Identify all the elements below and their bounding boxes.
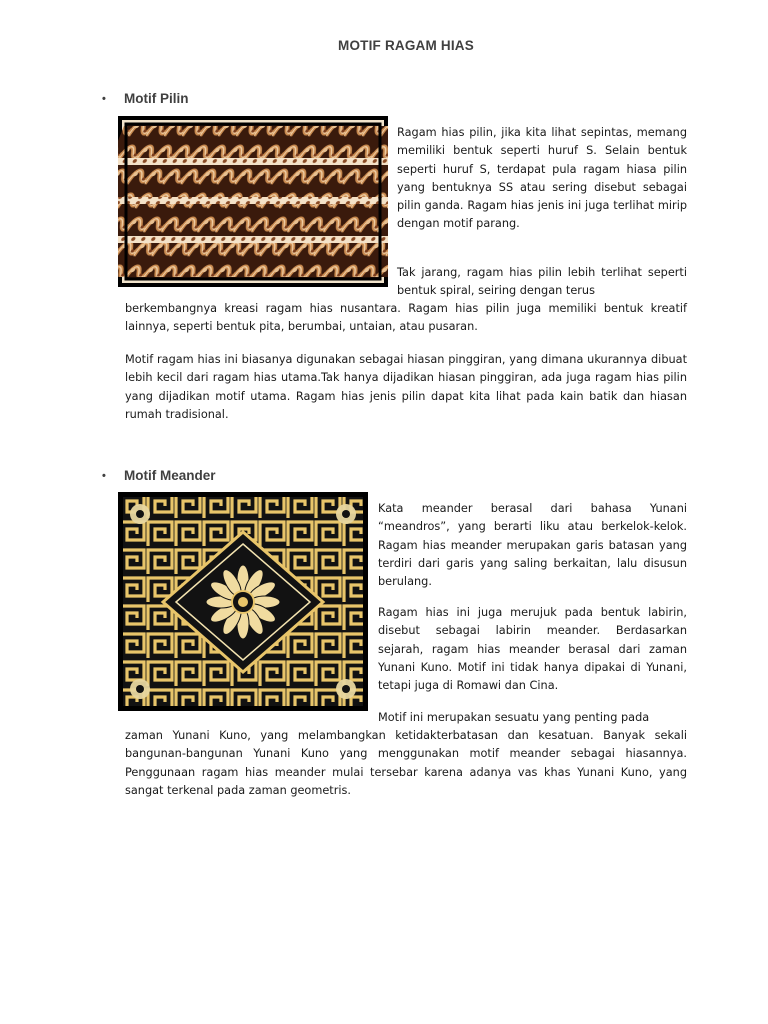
page-title: MOTIF RAGAM HIAS [338, 38, 474, 53]
paragraph: Motif ini merupakan sesuatu yang penting pada [378, 711, 650, 724]
bullet: • [102, 470, 106, 482]
heading-label: Motif Meander [124, 468, 216, 483]
paragraph: Motif ragam hias ini biasanya digunakan sebagai hiasan pinggiran, yang dimana ukurannya dibuat lebih kecil dari ragam hias utama.Tak hanya dijadikan hiasan pinggiran, ada juga ragam hias pilin yang dijadikan motif utama. Ragam hias jenis pilin dapat kita lihat pada kain batik dan hiasan rumah tradisional. [125, 353, 687, 421]
heading-label: Motif Pilin [124, 91, 189, 106]
paragraph: Kata meander berasal dari bahasa Yunani “meandros”, yang berarti liku atau berkelok-kelok. Ragam hias meander merupakan garis batasan yang terdiri dari garis yang saling berkaitan, lalu disusun berulang. [378, 502, 687, 589]
section-heading-meander [102, 468, 216, 483]
bullet: • [102, 93, 106, 105]
paragraph: Ragam hias pilin, jika kita lihat sepintas, memang memiliki bentuk seperti huruf S. Selain bentuk seperti huruf S, terdapat pula ragam hiasa pilin yang bentuknya SS atau sering disebut sebagai pilin ganda. Ragam hias jenis ini juga terlihat mirip dengan motif parang. [397, 126, 687, 231]
paragraph: berkembangnya kreasi ragam hias nusantara. Ragam hias pilin juga memiliki bentuk kreatif lainnya, seperti bentuk pita, berumbai, untaian, atau pusaran. [125, 302, 687, 334]
pilin-pattern-image [118, 116, 388, 287]
paragraph: zaman Yunani Kuno, yang melambangkan ketidakterbatasan dan kesatuan. Banyak sekali bangunan-bangunan Yunani Kuno yang menggunakan motif meander sebagai hiasannya. Penggunaan ragam hias meander mulai tersebar karena adanya vas khas Yunani Kuno, yang sangat terkenal pada zaman geometris. [125, 729, 687, 797]
section-heading-pilin [102, 91, 189, 106]
meander-pattern-image [118, 492, 368, 711]
paragraph: Ragam hias ini juga merujuk pada bentuk labirin, disebut sebagai labirin meander. Berdasarkan sejarah, ragam hias meander berasal dari zaman Yunani Kuno. Motif ini tidak hanya dipakai di Yunani, tetapi juga di Romawi dan Cina. [378, 606, 687, 693]
paragraph: Tak jarang, ragam hias pilin lebih terlihat seperti bentuk spiral, seiring dengan terus [397, 266, 687, 298]
